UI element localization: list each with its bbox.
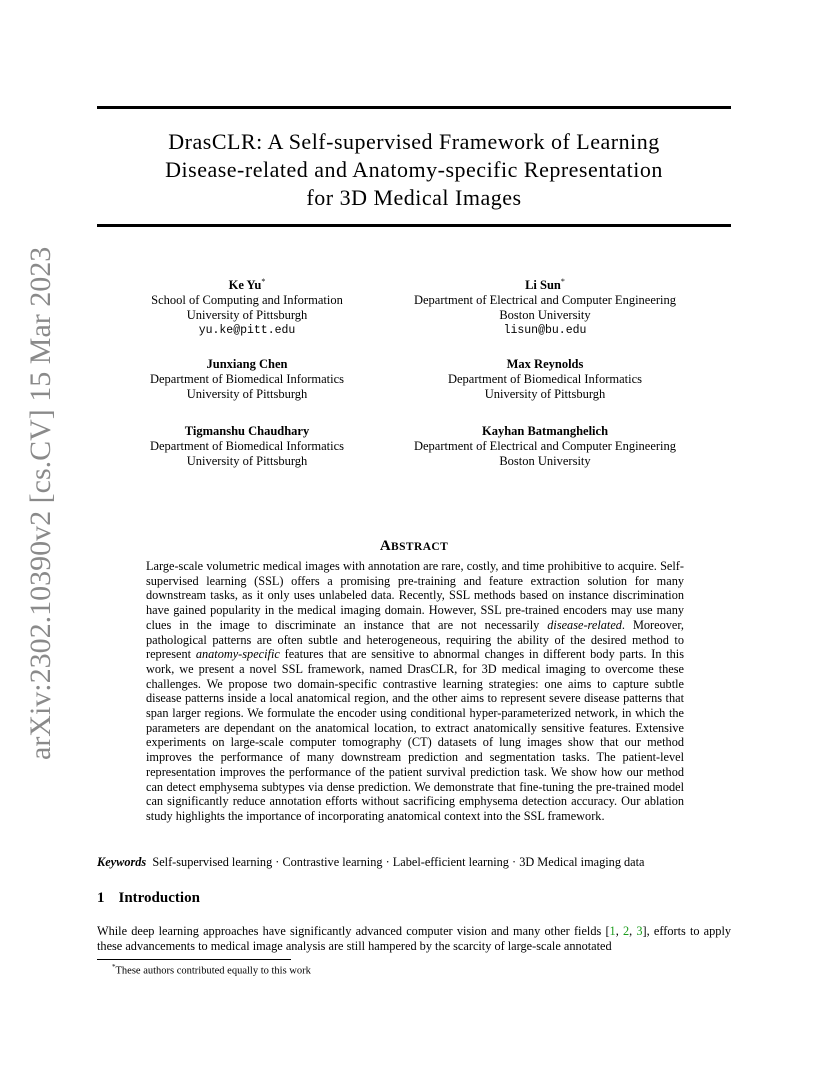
author-mark: * [560, 277, 565, 286]
abstract-text: features that are sensitive to abnormal changes in different body parts. In this work, we present a novel SSL framework, named DrasCLR, for 3D medical imaging to overcome these challenges. We propose two domain-specific contrastive learning strategies: one aims to capture subtle disease patterns inside a local anatomical region, and the other aims to represent severe disease patterns that span larger regions. We formulate the encoder using conditional hyper-parameterized network, in which the parameters are dependant on the anatomical location, to extract anatomically sensitive features. Extensive experiments on large-scale computer tomography (CT) datasets of lung images show that our method improves the performance of many downstream prediction and segmentation tasks. The patient-level representation improves the performance of the patient survival prediction task. We show how our method can detect emphysema subtypes via dense prediction. We demonstrate that fine-tuning the pre-trained model can significantly reduce annotation efforts without sacrificing emphysema detection accuracy. Our ablation study highlights the importance of incorporating anatomical context into the SSL framework. [146, 647, 684, 823]
author-name: Kayhan Batmanghelich [481, 424, 609, 438]
paper-title [97, 128, 731, 212]
keywords-line [97, 855, 731, 870]
title-bottom-rule [97, 224, 731, 227]
author-affiliation: Department of Biomedical Informatics [149, 439, 345, 453]
author-affiliation: University of Pittsburgh [484, 387, 606, 401]
author-affiliation: University of Pittsburgh [186, 454, 308, 468]
section-heading [97, 890, 200, 907]
footnote [112, 963, 311, 977]
citation-link[interactable]: 2 [622, 924, 630, 938]
title-line-2: Disease-related and Anatomy-specific Representation [165, 157, 663, 182]
author-block [130, 274, 364, 338]
abstract-text: . Moreover, pathological patterns are often subtle and heterogeneous, requiring the ability of the desired method to represent [146, 617, 685, 662]
author-mark: * [261, 277, 266, 286]
abstract-text: Large-scale volumetric medical images with annotation are rare, costly, and time prohibitive to acquire. Self-supervised learning (SSL) offers a promising pre-training and feature extraction solution for many downstream tasks, as it only uses unlabeled data. Recently, SSL methods based on instance discrimination have gained popularity in the medical imaging domain. However, SSL pre-trained encoders may use many clues in the image to discriminate an instance that are not necessarily [146, 559, 684, 632]
footnote-mark: * [112, 963, 116, 971]
author-affiliation: Department of Biomedical Informatics [149, 372, 345, 386]
author-block [130, 357, 364, 402]
citation-link[interactable]: 1 [609, 924, 616, 938]
author-affiliation: Boston University [499, 308, 591, 323]
author-affiliation: School of Computing and Information [151, 293, 343, 308]
intro-text: ], efforts to apply these advancements to medical image analysis are still hampered by the scarcity of large-scale annotated [97, 924, 732, 953]
keywords-label: Keywords [97, 855, 147, 869]
author-affiliation: University of Pittsburgh [186, 387, 308, 401]
author-block [395, 274, 695, 338]
author-affiliation: University of Pittsburgh [186, 308, 308, 323]
citation-link[interactable]: 3 [636, 924, 643, 938]
author-affiliation: Department of Biomedical Informatics [447, 372, 643, 386]
author-block [395, 357, 695, 402]
author-affiliation: Department of Electrical and Computer Engineering [413, 439, 677, 453]
author-name: Ke Yu [228, 278, 262, 293]
keywords-text: Self-supervised learning · Contrastive learning · Label-efficient learning · 3D Medical imaging data [152, 855, 645, 869]
footnote-rule [97, 959, 291, 960]
author-email[interactable]: yu.ke@pitt.edu [198, 324, 296, 338]
author-block [395, 424, 695, 469]
abstract-emphasis: disease-related [547, 617, 622, 632]
intro-text: , [629, 924, 637, 938]
intro-paragraph [97, 924, 731, 954]
arxiv-stamp: arXiv:2302.10390v2 [cs.CV] 15 Mar 2023 [24, 246, 57, 760]
author-name: Tigmanshu Chaudhary [184, 424, 310, 438]
author-name: Max Reynolds [506, 357, 584, 371]
author-block [130, 424, 364, 469]
author-email[interactable]: lisun@bu.edu [503, 324, 587, 338]
author-affiliation: Boston University [499, 454, 591, 468]
intro-text: , [615, 924, 623, 938]
title-top-rule [97, 106, 731, 109]
title-line-3: for 3D Medical Images [306, 185, 522, 210]
footnote-text: These authors contributed equally to this work [115, 965, 311, 977]
author-affiliation: Department of Electrical and Computer Engineering [413, 293, 677, 308]
abstract-emphasis: anatomy-specific [195, 647, 280, 662]
section-number: 1 [97, 890, 105, 906]
author-name: Li Sun [525, 278, 561, 293]
abstract-body [146, 559, 684, 824]
intro-text: While deep learning approaches have significantly advanced computer vision and many other fields [ [97, 924, 610, 938]
section-title: Introduction [118, 890, 200, 906]
title-line-1: DrasCLR: A Self-supervised Framework of Learning [168, 129, 660, 154]
author-name: Junxiang Chen [206, 357, 288, 371]
abstract-heading: ABSTRACT [379, 538, 449, 554]
